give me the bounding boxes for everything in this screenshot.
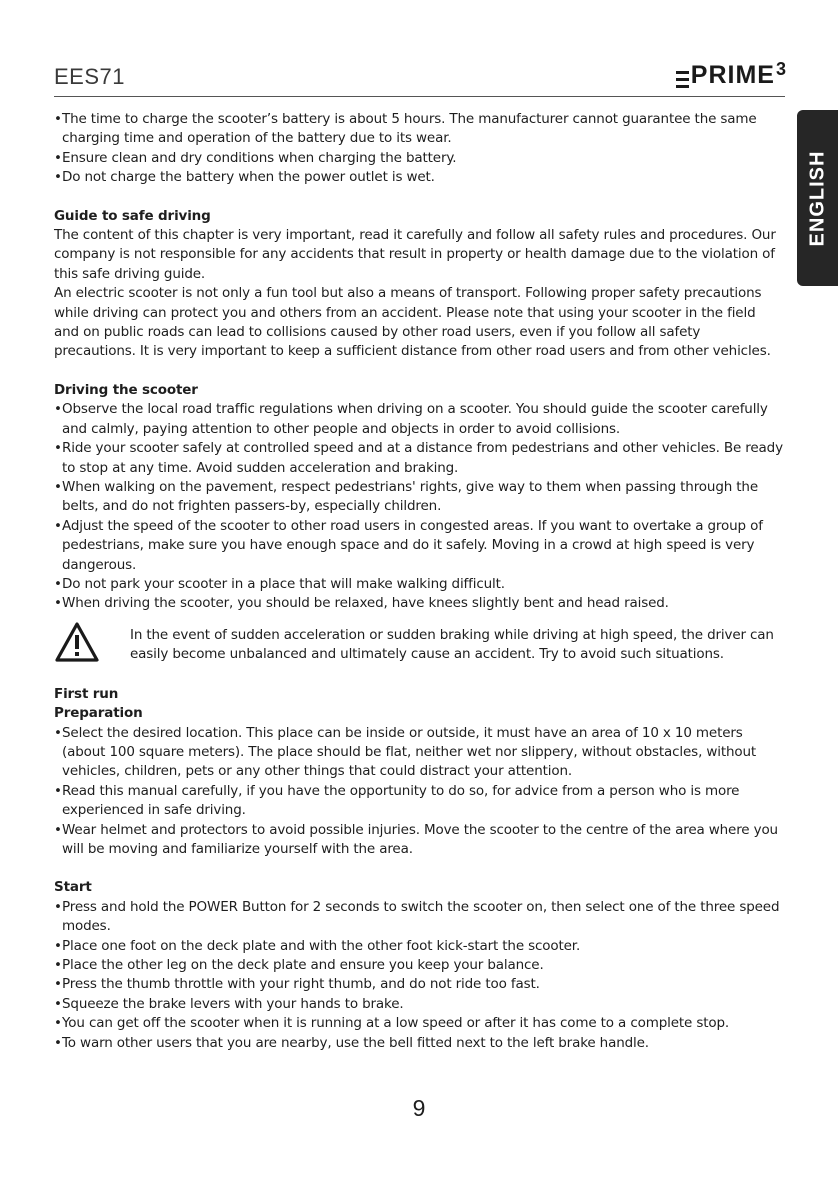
section-heading: Driving the scooter: [54, 381, 198, 398]
list-item: • To warn other users that you are nearby, use the bell fitted next to the left brake handle.: [54, 1034, 784, 1053]
list-item: • Squeeze the brake levers with your hands to brake.: [54, 995, 784, 1014]
first-run-section: [54, 685, 784, 860]
list-item: • Observe the local road traffic regulations when driving on a scooter. You should guide the scooter carefully and calmly, paying attention to other people and objects in order to avoid collisions.: [54, 400, 784, 439]
driving-section: [54, 381, 784, 672]
language-tab-label: ENGLISH: [806, 150, 828, 246]
header-divider: [54, 96, 785, 97]
list-item: • Place one foot on the deck plate and with the other foot kick-start the scooter.: [54, 937, 784, 956]
brand-name: PRIME: [690, 61, 775, 89]
paragraph: An electric scooter is not only a fun tool but also a means of transport. Following proper safety precautions while driving can protect you and others from an accident. Please note that using your scooter in the field and on public roads can lead to collisions caused by other road users, even if you follow all safety precautions. It is very important to keep a sufficient distance from other road users and from other vehicles.: [54, 285, 771, 360]
brand-logo: [676, 60, 786, 94]
guide-section: [54, 207, 784, 362]
warning-triangle-icon: [54, 621, 100, 663]
list-item: • The time to charge the scooter’s battery is about 5 hours. The manufacturer cannot guarantee the same charging time and operation of the battery due to its wear.: [54, 110, 784, 149]
list-item: • When walking on the pavement, respect pedestrians' rights, give way to them when passing through the belts, and do not frighten passers-by, especially children.: [54, 478, 784, 517]
list-item: • Place the other leg on the deck plate and ensure you keep your balance.: [54, 956, 784, 975]
list-item: • Adjust the speed of the scooter to other road users in congested areas. If you want to overtake a group of pedestrians, make sure you have enough space and do it safely. Moving in a crowd at high speed is very dangerous.: [54, 517, 784, 575]
triple-bar-logo-icon: [676, 71, 689, 88]
model-name: EES71: [54, 64, 125, 89]
list-item: • Do not park your scooter in a place that will make walking difficult.: [54, 575, 784, 594]
list-item: • Press the thumb throttle with your right thumb, and do not ride too fast.: [54, 975, 784, 994]
charging-notes: [54, 110, 784, 188]
list-item: • You can get off the scooter when it is running at a low speed or after it has come to a complete stop.: [54, 1014, 784, 1033]
list-item: • Do not charge the battery when the power outlet is wet.: [54, 168, 784, 187]
list-item: • Ride your scooter safely at controlled speed and at a distance from pedestrians and other vehicles. Be ready to stop at any time. Avoid sudden acceleration and braking.: [54, 439, 784, 478]
subsection-heading: Preparation: [54, 705, 143, 722]
list-item: • Select the desired location. This place can be inside or outside, it must have an area of 10 x 10 meters (about 100 square meters). The place should be flat, neither wet nor slippery, without obstacles, without vehicles, children, pets or any other things that could distract your attention.: [54, 724, 784, 782]
list-item: • Wear helmet and protectors to avoid possible injuries. Move the scooter to the centre of the area where you will be moving and familiarize yourself with the area.: [54, 821, 784, 860]
section-heading: Guide to safe driving: [54, 207, 211, 224]
start-section: [54, 878, 784, 1053]
brand-superscript: 3: [775, 59, 786, 79]
warning-text: In the event of sudden acceleration or sudden braking while driving at high speed, the driver can easily become unbalanced and ultimately cause an accident. Try to avoid such situations.: [130, 626, 774, 663]
list-item: • Read this manual carefully, if you have the opportunity to do so, for advice from a person who is more experienced in safe driving.: [54, 782, 784, 821]
list-item: • Ensure clean and dry conditions when charging the battery.: [54, 149, 784, 168]
warning-note: [54, 626, 784, 672]
list-item: • When driving the scooter, you should be relaxed, have knees slightly bent and head raised.: [54, 594, 784, 613]
page-content: [54, 110, 784, 1053]
language-tab: [797, 110, 838, 286]
paragraph: The content of this chapter is very important, read it carefully and follow all safety rules and procedures. Our company is not responsible for any accidents that result in property or health damage due to the violation of this safe driving guide.: [54, 227, 776, 282]
list-item: • Press and hold the POWER Button for 2 seconds to switch the scooter on, then select one of the three speed modes.: [54, 898, 784, 937]
section-heading: First run: [54, 685, 119, 702]
page-number: 9: [412, 1095, 426, 1121]
section-heading: Start: [54, 879, 92, 896]
